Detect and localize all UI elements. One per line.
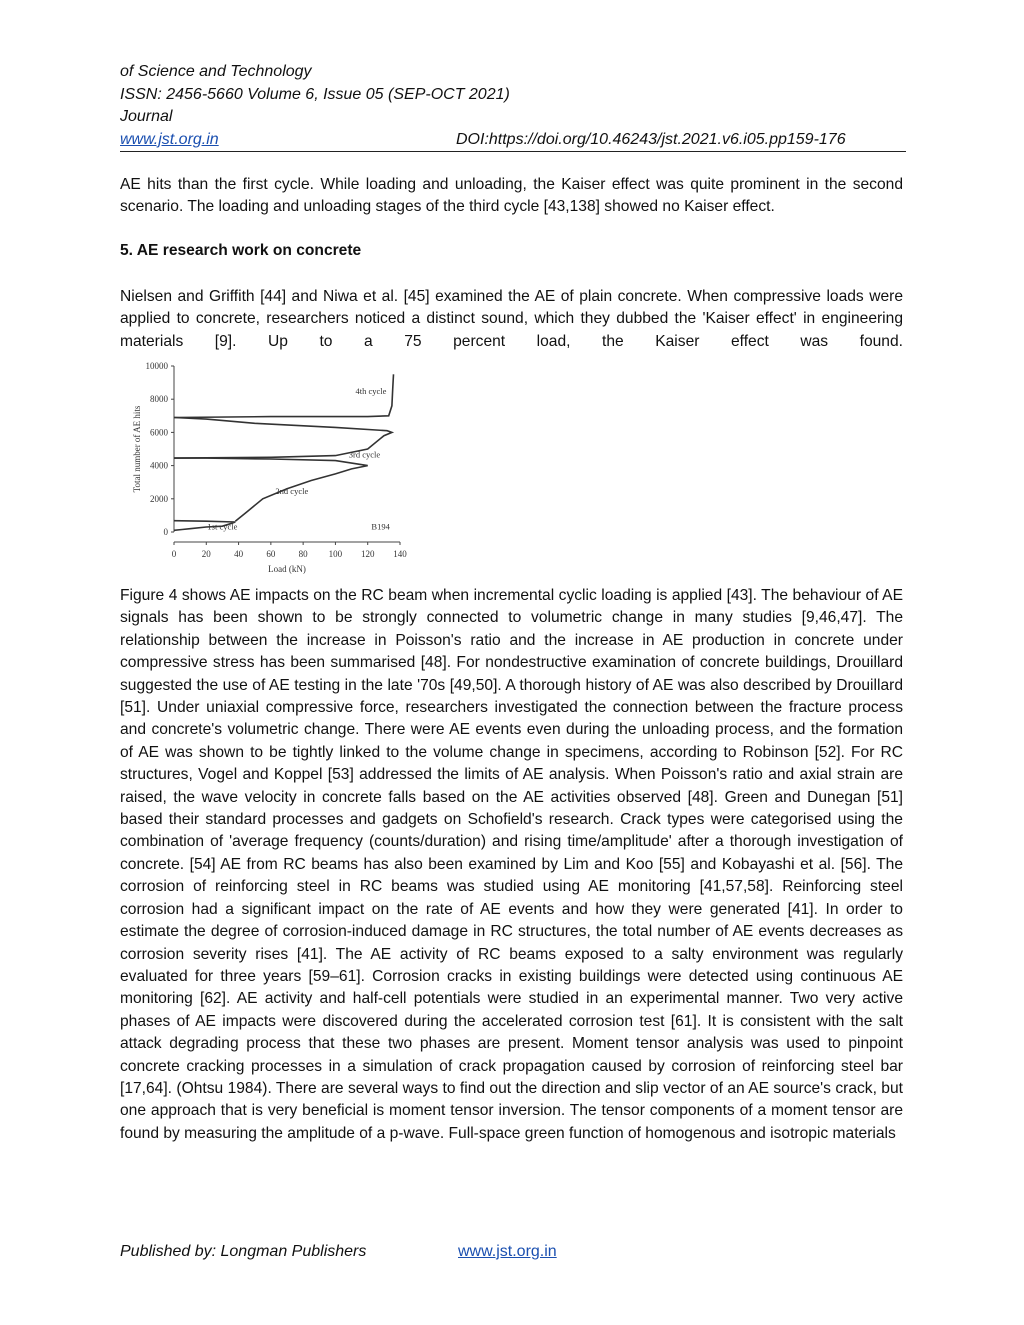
page-header (120, 61, 906, 151)
y-tick-label: 4000 (150, 460, 168, 471)
x-tick-label: 60 (266, 549, 276, 559)
header-divider (120, 151, 906, 152)
chart-annotation: B194 (371, 521, 390, 532)
x-tick-label: 120 (360, 549, 375, 559)
chart-annotation: 3rd cycle (348, 449, 381, 460)
section-heading: 5. AE research work on concrete (120, 242, 362, 259)
x-tick-label: 20 (201, 549, 211, 559)
chart-annotation: 2nd cycle (275, 485, 309, 496)
series-line-2 (174, 458, 368, 521)
x-axis-label: Load (kN) (268, 564, 306, 574)
figure-ae-hits-chart (128, 358, 408, 580)
paragraph-intro: AE hits than the first cycle. While loading and unloading, the Kaiser effect was quite prominent in the second scenario. The loading and unloading stages of the third cycle [43,138] showed no Kaiser effect. (120, 176, 903, 216)
journal-website-link[interactable]: www.jst.org.in (120, 130, 219, 148)
doi-text: DOI:https://doi.org/10.46243/jst.2021.v6.i05.pp159-176 (456, 130, 846, 148)
y-tick-label: 2000 (150, 493, 168, 504)
y-tick-label: 10000 (145, 361, 168, 371)
publisher-text: Published by: Longman Publishers (120, 1243, 367, 1260)
paragraph-concrete: Nielsen and Griffith [44] and Niwa et al. [45] examined the AE of plain concrete. When compressive loads were applied to concrete, researchers noticed a distinct sound, which they dubbed the 'Kaiser effect' in engineering materials [9]. Up to a 75 percent load, the Kaiser effect was found. (120, 288, 903, 350)
y-tick-label: 0 (163, 527, 168, 537)
footer-website-link[interactable]: www.jst.org.in (458, 1243, 557, 1260)
chart-annotation: 4th cycle (355, 386, 387, 397)
x-tick-label: 40 (234, 549, 244, 559)
y-axis-label: Total number of AE hits (132, 405, 142, 493)
y-tick-label: 6000 (150, 427, 168, 438)
issn-line: ISSN: 2456-5660 Volume 6, Issue 05 (SEP-OCT 2021) (120, 85, 510, 103)
y-tick-label: 8000 (150, 394, 168, 405)
x-tick-label: 0 (171, 549, 177, 559)
journal-name-line1: of Science and Technology (120, 63, 312, 80)
x-tick-label: 80 (298, 549, 308, 559)
chart-svg (128, 358, 408, 580)
x-tick-label: 140 (393, 549, 407, 559)
x-tick-label: 100 (328, 549, 343, 559)
paragraph-figure-discussion: Figure 4 shows AE impacts on the RC beam when incremental cyclic loading is applied [43]. The behaviour of AE signals has been shown to be strongly connected to volumetric change in many studies [9,46,47]. The relationship between the increase in Poisson's ratio and the increase in AE production in concrete under compressive stress has been summarised [48]. For nondestructive examination of concrete buildings, Drouillard suggested the use of AE testing in the late '70s [49,50]. A thorough history of AE was also described by Drouillard [51]. Under uniaxial compressive force, researchers investigated the connection between the fracture process and concrete's volumetric change. There were AE events even during the unloading process, and the formation of AE was shown to be tightly linked to the volume change in specimens, according to Robinson [52]. For RC structures, Vogel and Koppel [53] addressed the limits of AE analysis. When Poisson's ratio and axial strain are raised, the wave velocity in concrete falls based on the AE activities observed [48]. Green and Dunegan [51] based their standard processes and gadgets on Schofield's research. Crack types were categorised using the combination of 'average frequency (counts/duration) and rising time/amplitude' after a thorough investigation of concrete. [54] AE from RC beams has also been examined by Lim and Koo [55] and Kobayashi et al. [56]. The corrosion of reinforcing steel in RC beams was studied using AE monitoring [41,57,58]. Reinforcing steel corrosion had a significant impact on the rate of AE events and how they were generated [41]. In order to estimate the degree of corrosion-induced damage in RC structures, the total number of AE events decreases as corrosion severity rises [41]. The AE activity of RC beams exposed to a salty environment was regularly evaluated for three years [59–61]. Corrosion cracks in existing buildings were detected using continuous AE monitoring [62]. AE activity and half-cell potentials were studied in an experimental manner. Two very active phases of AE impacts were discovered during the accelerated corrosion test [61]. It is consistent with the salt attack degrading process that these two phases are present. Moment tensor analysis was used to pinpoint concrete cracking processes in a simulation of crack propagation caused by corrosion of reinforcing steel bar [17,64]. (Ohtsu 1984). There are several ways to find out the direction and slip vector of an AE source's crack, but one approach that is very beneficial is moment tensor inversion. The tensor components of a moment tensor are found by measuring the amplitude of a p-wave. Full-space green function of homogenous and isotropic materials (120, 587, 903, 1142)
chart-annotation: 1st cycle (207, 521, 238, 532)
journal-name-line2: Journal (120, 108, 173, 125)
